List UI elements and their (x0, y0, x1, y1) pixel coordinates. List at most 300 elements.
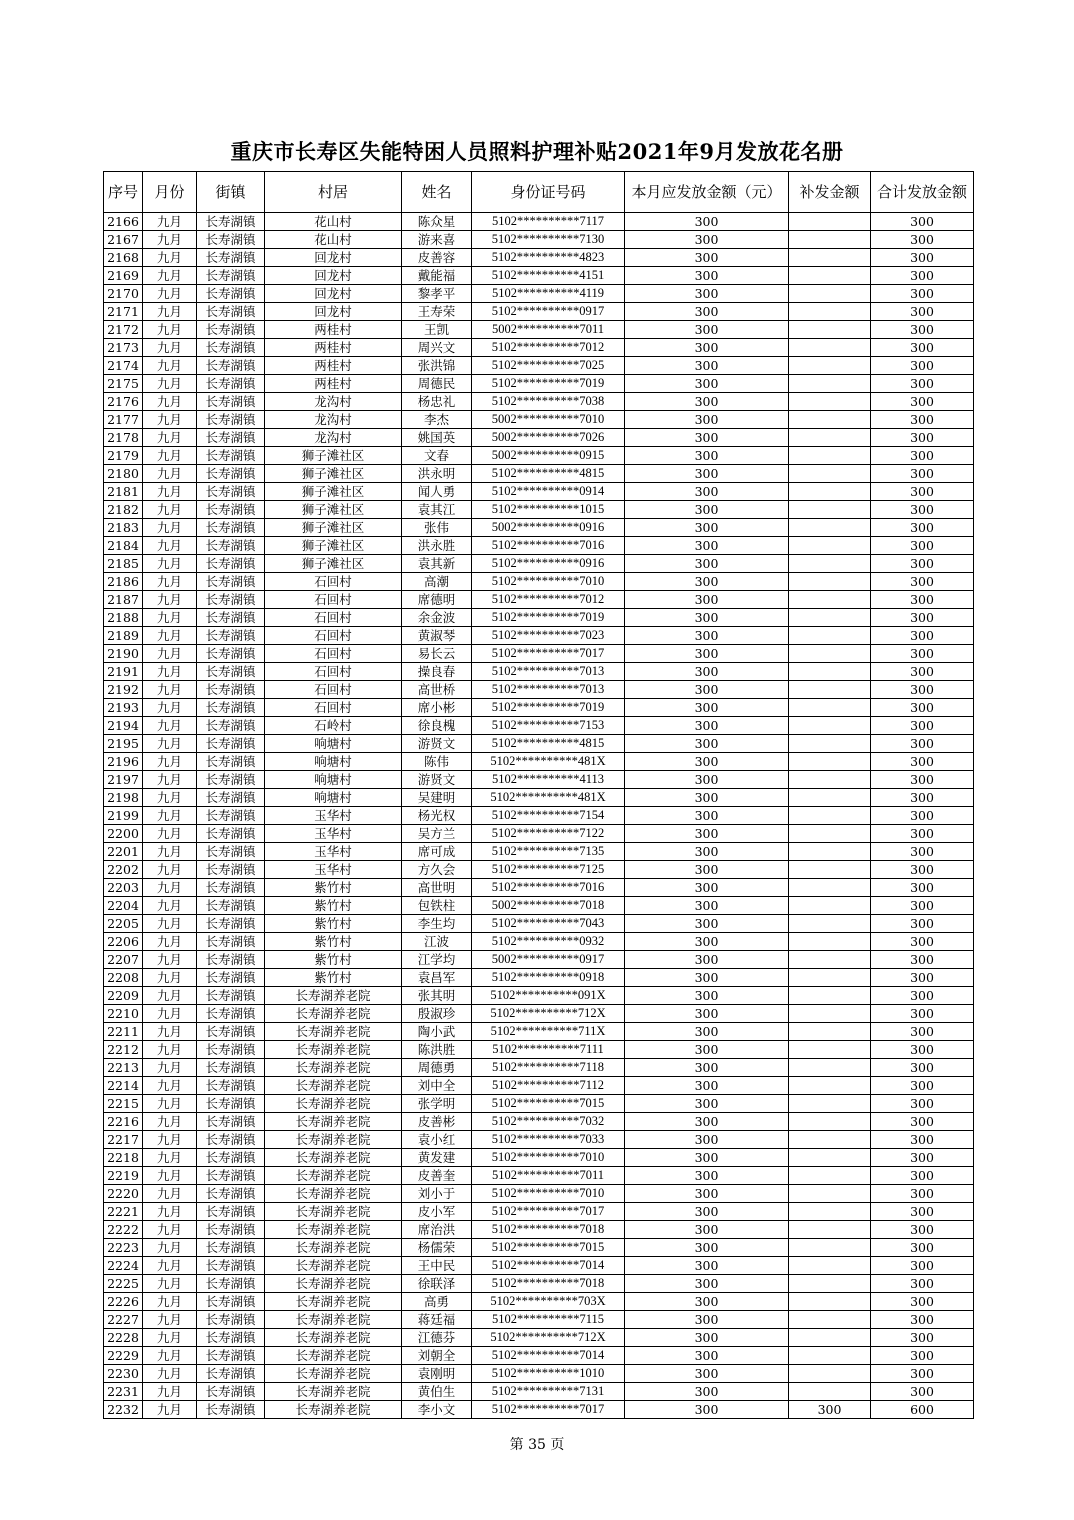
village-cell: 石回村 (265, 663, 402, 681)
village-cell: 紫竹村 (265, 879, 402, 897)
seq-cell: 2208 (104, 969, 143, 987)
table-row (104, 1293, 974, 1311)
table-row (104, 699, 974, 717)
id-number-cell: 5102**********7011 (472, 1167, 625, 1185)
village-cell: 紫竹村 (265, 933, 402, 951)
village-cell: 长寿湖养老院 (265, 1365, 402, 1383)
supplement-amount-cell (789, 951, 871, 969)
header-monthly-amount: 本月应发放金额（元） (625, 172, 789, 213)
village-cell: 长寿湖养老院 (265, 1221, 402, 1239)
village-cell: 回龙村 (265, 267, 402, 285)
total-amount-cell: 300 (871, 1293, 974, 1311)
seq-cell: 2184 (104, 537, 143, 555)
seq-cell: 2200 (104, 825, 143, 843)
total-amount-cell: 300 (871, 1113, 974, 1131)
name-cell: 袁刚明 (402, 1365, 472, 1383)
total-amount-cell: 300 (871, 897, 974, 915)
id-number-cell: 5102**********7017 (472, 645, 625, 663)
name-cell: 王寿荣 (402, 303, 472, 321)
town-cell: 长寿湖镇 (197, 537, 265, 555)
month-cell: 九月 (143, 393, 197, 411)
header-month: 月份 (143, 172, 197, 213)
table-row (104, 717, 974, 735)
month-cell: 九月 (143, 789, 197, 807)
town-cell: 长寿湖镇 (197, 1257, 265, 1275)
supplement-amount-cell: 300 (789, 1401, 871, 1419)
page-number: 第 35 页 (509, 1437, 565, 1453)
total-amount-cell: 300 (871, 375, 974, 393)
seq-cell: 2167 (104, 231, 143, 249)
total-amount-cell: 300 (871, 1257, 974, 1275)
name-cell: 操良春 (402, 663, 472, 681)
seq-cell: 2186 (104, 573, 143, 591)
supplement-amount-cell (789, 1077, 871, 1095)
village-cell: 两桂村 (265, 375, 402, 393)
village-cell: 长寿湖养老院 (265, 1275, 402, 1293)
town-cell: 长寿湖镇 (197, 1077, 265, 1095)
village-cell: 响塘村 (265, 753, 402, 771)
supplement-amount-cell (789, 591, 871, 609)
id-number-cell: 5102**********7154 (472, 807, 625, 825)
supplement-amount-cell (789, 213, 871, 231)
town-cell: 长寿湖镇 (197, 1401, 265, 1419)
village-cell: 长寿湖养老院 (265, 1401, 402, 1419)
seq-cell: 2199 (104, 807, 143, 825)
total-amount-cell: 300 (871, 699, 974, 717)
total-amount-cell: 300 (871, 1185, 974, 1203)
seq-cell: 2192 (104, 681, 143, 699)
supplement-amount-cell (789, 879, 871, 897)
name-cell: 袁其新 (402, 555, 472, 573)
town-cell: 长寿湖镇 (197, 447, 265, 465)
monthly-amount-cell: 300 (625, 753, 789, 771)
supplement-amount-cell (789, 555, 871, 573)
supplement-amount-cell (789, 249, 871, 267)
total-amount-cell: 300 (871, 393, 974, 411)
town-cell: 长寿湖镇 (197, 1329, 265, 1347)
total-amount-cell: 300 (871, 1311, 974, 1329)
total-amount-cell: 300 (871, 843, 974, 861)
monthly-amount-cell: 300 (625, 789, 789, 807)
total-amount-cell: 300 (871, 1005, 974, 1023)
seq-cell: 2194 (104, 717, 143, 735)
month-cell: 九月 (143, 267, 197, 285)
total-amount-cell: 300 (871, 1275, 974, 1293)
monthly-amount-cell: 300 (625, 1041, 789, 1059)
name-cell: 易长云 (402, 645, 472, 663)
town-cell: 长寿湖镇 (197, 843, 265, 861)
month-cell: 九月 (143, 879, 197, 897)
town-cell: 长寿湖镇 (197, 789, 265, 807)
supplement-amount-cell (789, 1185, 871, 1203)
table-row (104, 663, 974, 681)
table-row (104, 735, 974, 753)
name-cell: 江波 (402, 933, 472, 951)
total-amount-cell: 300 (871, 303, 974, 321)
village-cell: 狮子滩社区 (265, 501, 402, 519)
month-cell: 九月 (143, 1005, 197, 1023)
monthly-amount-cell: 300 (625, 1059, 789, 1077)
supplement-amount-cell (789, 933, 871, 951)
monthly-amount-cell: 300 (625, 555, 789, 573)
month-cell: 九月 (143, 519, 197, 537)
village-cell: 玉华村 (265, 861, 402, 879)
month-cell: 九月 (143, 1131, 197, 1149)
name-cell: 杨光权 (402, 807, 472, 825)
total-amount-cell: 300 (871, 1131, 974, 1149)
seq-cell: 2210 (104, 1005, 143, 1023)
seq-cell: 2224 (104, 1257, 143, 1275)
seq-cell: 2212 (104, 1041, 143, 1059)
month-cell: 九月 (143, 429, 197, 447)
month-cell: 九月 (143, 987, 197, 1005)
month-cell: 九月 (143, 1365, 197, 1383)
month-cell: 九月 (143, 1095, 197, 1113)
name-cell: 皮善奎 (402, 1167, 472, 1185)
supplement-amount-cell (789, 681, 871, 699)
total-amount-cell: 300 (871, 933, 974, 951)
monthly-amount-cell: 300 (625, 393, 789, 411)
monthly-amount-cell: 300 (625, 771, 789, 789)
table-row (104, 1005, 974, 1023)
id-number-cell: 5102**********4815 (472, 465, 625, 483)
town-cell: 长寿湖镇 (197, 501, 265, 519)
month-cell: 九月 (143, 411, 197, 429)
town-cell: 长寿湖镇 (197, 987, 265, 1005)
name-cell: 吴方兰 (402, 825, 472, 843)
month-cell: 九月 (143, 555, 197, 573)
village-cell: 两桂村 (265, 321, 402, 339)
table-row (104, 933, 974, 951)
seq-cell: 2204 (104, 897, 143, 915)
monthly-amount-cell: 300 (625, 1293, 789, 1311)
id-number-cell: 5002**********7018 (472, 897, 625, 915)
month-cell: 九月 (143, 897, 197, 915)
id-number-cell: 5102**********7112 (472, 1077, 625, 1095)
table-row (104, 1401, 974, 1419)
supplement-amount-cell (789, 1095, 871, 1113)
seq-cell: 2203 (104, 879, 143, 897)
supplement-amount-cell (789, 1059, 871, 1077)
month-cell: 九月 (143, 1383, 197, 1401)
supplement-amount-cell (789, 1023, 871, 1041)
supplement-amount-cell (789, 285, 871, 303)
town-cell: 长寿湖镇 (197, 1149, 265, 1167)
supplement-amount-cell (789, 411, 871, 429)
supplement-amount-cell (789, 1041, 871, 1059)
village-cell: 玉华村 (265, 843, 402, 861)
seq-cell: 2180 (104, 465, 143, 483)
id-number-cell: 5102**********7130 (472, 231, 625, 249)
id-number-cell: 5102**********7117 (472, 213, 625, 231)
total-amount-cell: 300 (871, 771, 974, 789)
total-amount-cell: 300 (871, 465, 974, 483)
town-cell: 长寿湖镇 (197, 483, 265, 501)
seq-cell: 2190 (104, 645, 143, 663)
total-amount-cell: 300 (871, 537, 974, 555)
monthly-amount-cell: 300 (625, 843, 789, 861)
town-cell: 长寿湖镇 (197, 753, 265, 771)
month-cell: 九月 (143, 483, 197, 501)
table-row (104, 609, 974, 627)
table-row (104, 1095, 974, 1113)
town-cell: 长寿湖镇 (197, 699, 265, 717)
name-cell: 李生均 (402, 915, 472, 933)
town-cell: 长寿湖镇 (197, 285, 265, 303)
monthly-amount-cell: 300 (625, 1257, 789, 1275)
name-cell: 杨忠礼 (402, 393, 472, 411)
town-cell: 长寿湖镇 (197, 555, 265, 573)
month-cell: 九月 (143, 807, 197, 825)
table-row (104, 789, 974, 807)
id-number-cell: 5102**********711X (472, 1023, 625, 1041)
town-cell: 长寿湖镇 (197, 735, 265, 753)
name-cell: 皮善彬 (402, 1113, 472, 1131)
total-amount-cell: 300 (871, 825, 974, 843)
town-cell: 长寿湖镇 (197, 339, 265, 357)
seq-cell: 2191 (104, 663, 143, 681)
table-row (104, 1167, 974, 1185)
total-amount-cell: 300 (871, 1383, 974, 1401)
total-amount-cell: 300 (871, 645, 974, 663)
table-row (104, 447, 974, 465)
month-cell: 九月 (143, 1167, 197, 1185)
village-cell: 花山村 (265, 213, 402, 231)
town-cell: 长寿湖镇 (197, 771, 265, 789)
total-amount-cell: 300 (871, 1365, 974, 1383)
monthly-amount-cell: 300 (625, 1401, 789, 1419)
document-title: 重庆市长寿区失能特困人员照料护理补贴2021年9月发放花名册 (230, 139, 844, 164)
month-cell: 九月 (143, 231, 197, 249)
seq-cell: 2226 (104, 1293, 143, 1311)
supplement-amount-cell (789, 1203, 871, 1221)
table-row (104, 411, 974, 429)
id-number-cell: 5102**********7010 (472, 573, 625, 591)
supplement-amount-cell (789, 231, 871, 249)
table-row (104, 321, 974, 339)
name-cell: 袁小红 (402, 1131, 472, 1149)
month-cell: 九月 (143, 591, 197, 609)
village-cell: 长寿湖养老院 (265, 1059, 402, 1077)
town-cell: 长寿湖镇 (197, 861, 265, 879)
month-cell: 九月 (143, 843, 197, 861)
table-row (104, 1113, 974, 1131)
seq-cell: 2201 (104, 843, 143, 861)
name-cell: 皮善容 (402, 249, 472, 267)
id-number-cell: 5102**********7043 (472, 915, 625, 933)
village-cell: 响塘村 (265, 789, 402, 807)
village-cell: 长寿湖养老院 (265, 1095, 402, 1113)
table-row (104, 357, 974, 375)
name-cell: 张学明 (402, 1095, 472, 1113)
name-cell: 刘小于 (402, 1185, 472, 1203)
village-cell: 长寿湖养老院 (265, 1185, 402, 1203)
month-cell: 九月 (143, 285, 197, 303)
month-cell: 九月 (143, 357, 197, 375)
id-number-cell: 5102**********4151 (472, 267, 625, 285)
month-cell: 九月 (143, 951, 197, 969)
name-cell: 陶小武 (402, 1023, 472, 1041)
supplement-amount-cell (789, 1257, 871, 1275)
town-cell: 长寿湖镇 (197, 321, 265, 339)
month-cell: 九月 (143, 1149, 197, 1167)
table-row (104, 1311, 974, 1329)
town-cell: 长寿湖镇 (197, 1275, 265, 1293)
id-number-cell: 5102**********7013 (472, 681, 625, 699)
village-cell: 长寿湖养老院 (265, 987, 402, 1005)
month-cell: 九月 (143, 447, 197, 465)
total-amount-cell: 300 (871, 555, 974, 573)
table-row (104, 1059, 974, 1077)
id-number-cell: 5102**********7019 (472, 609, 625, 627)
month-cell: 九月 (143, 1059, 197, 1077)
seq-cell: 2177 (104, 411, 143, 429)
month-cell: 九月 (143, 969, 197, 987)
seq-cell: 2213 (104, 1059, 143, 1077)
monthly-amount-cell: 300 (625, 717, 789, 735)
supplement-amount-cell (789, 303, 871, 321)
monthly-amount-cell: 300 (625, 411, 789, 429)
village-cell: 长寿湖养老院 (265, 1257, 402, 1275)
monthly-amount-cell: 300 (625, 1113, 789, 1131)
month-cell: 九月 (143, 771, 197, 789)
village-cell: 长寿湖养老院 (265, 1149, 402, 1167)
month-cell: 九月 (143, 1239, 197, 1257)
table-row (104, 1365, 974, 1383)
total-amount-cell: 300 (871, 915, 974, 933)
total-amount-cell: 300 (871, 681, 974, 699)
total-amount-cell: 300 (871, 735, 974, 753)
name-cell: 余金波 (402, 609, 472, 627)
seq-cell: 2218 (104, 1149, 143, 1167)
name-cell: 包铁柱 (402, 897, 472, 915)
monthly-amount-cell: 300 (625, 699, 789, 717)
supplement-amount-cell (789, 1275, 871, 1293)
total-amount-cell: 300 (871, 1239, 974, 1257)
total-amount-cell: 300 (871, 501, 974, 519)
id-number-cell: 5102**********703X (472, 1293, 625, 1311)
total-amount-cell: 300 (871, 591, 974, 609)
seq-cell: 2189 (104, 627, 143, 645)
name-cell: 吴建明 (402, 789, 472, 807)
month-cell: 九月 (143, 1311, 197, 1329)
town-cell: 长寿湖镇 (197, 933, 265, 951)
total-amount-cell: 300 (871, 663, 974, 681)
id-number-cell: 5102**********7018 (472, 1275, 625, 1293)
monthly-amount-cell: 300 (625, 429, 789, 447)
supplement-amount-cell (789, 897, 871, 915)
id-number-cell: 5102**********7131 (472, 1383, 625, 1401)
village-cell: 石回村 (265, 627, 402, 645)
id-number-cell: 5102**********4815 (472, 735, 625, 753)
supplement-amount-cell (789, 807, 871, 825)
seq-cell: 2221 (104, 1203, 143, 1221)
seq-cell: 2217 (104, 1131, 143, 1149)
roster-table (103, 171, 974, 1419)
seq-cell: 2225 (104, 1275, 143, 1293)
table-row (104, 339, 974, 357)
total-amount-cell: 300 (871, 339, 974, 357)
village-cell: 狮子滩社区 (265, 519, 402, 537)
village-cell: 石岭村 (265, 717, 402, 735)
supplement-amount-cell (789, 771, 871, 789)
town-cell: 长寿湖镇 (197, 267, 265, 285)
total-amount-cell: 300 (871, 1347, 974, 1365)
name-cell: 席可成 (402, 843, 472, 861)
name-cell: 李杰 (402, 411, 472, 429)
total-amount-cell: 300 (871, 1041, 974, 1059)
table-row (104, 375, 974, 393)
month-cell: 九月 (143, 501, 197, 519)
village-cell: 两桂村 (265, 357, 402, 375)
name-cell: 陈众星 (402, 213, 472, 231)
town-cell: 长寿湖镇 (197, 1059, 265, 1077)
header-seq: 序号 (104, 172, 143, 213)
town-cell: 长寿湖镇 (197, 825, 265, 843)
seq-cell: 2176 (104, 393, 143, 411)
town-cell: 长寿湖镇 (197, 609, 265, 627)
supplement-amount-cell (789, 1131, 871, 1149)
total-amount-cell: 300 (871, 969, 974, 987)
monthly-amount-cell: 300 (625, 987, 789, 1005)
month-cell: 九月 (143, 1221, 197, 1239)
town-cell: 长寿湖镇 (197, 393, 265, 411)
seq-cell: 2216 (104, 1113, 143, 1131)
total-amount-cell: 300 (871, 321, 974, 339)
supplement-amount-cell (789, 537, 871, 555)
supplement-amount-cell (789, 1149, 871, 1167)
village-cell: 狮子滩社区 (265, 555, 402, 573)
name-cell: 席小彬 (402, 699, 472, 717)
table-row (104, 1347, 974, 1365)
monthly-amount-cell: 300 (625, 933, 789, 951)
name-cell: 周德民 (402, 375, 472, 393)
month-cell: 九月 (143, 915, 197, 933)
town-cell: 长寿湖镇 (197, 1311, 265, 1329)
supplement-amount-cell (789, 825, 871, 843)
name-cell: 文春 (402, 447, 472, 465)
name-cell: 高勇 (402, 1293, 472, 1311)
village-cell: 长寿湖养老院 (265, 1131, 402, 1149)
month-cell: 九月 (143, 1203, 197, 1221)
table-row (104, 537, 974, 555)
monthly-amount-cell: 300 (625, 645, 789, 663)
village-cell: 狮子滩社区 (265, 465, 402, 483)
monthly-amount-cell: 300 (625, 357, 789, 375)
town-cell: 长寿湖镇 (197, 1185, 265, 1203)
village-cell: 龙沟村 (265, 393, 402, 411)
seq-cell: 2175 (104, 375, 143, 393)
table-row (104, 483, 974, 501)
village-cell: 紫竹村 (265, 951, 402, 969)
total-amount-cell: 300 (871, 1167, 974, 1185)
village-cell: 长寿湖养老院 (265, 1023, 402, 1041)
table-row (104, 1077, 974, 1095)
total-amount-cell: 300 (871, 627, 974, 645)
seq-cell: 2179 (104, 447, 143, 465)
table-row (104, 1023, 974, 1041)
seq-cell: 2206 (104, 933, 143, 951)
month-cell: 九月 (143, 717, 197, 735)
supplement-amount-cell (789, 789, 871, 807)
id-number-cell: 5102**********7017 (472, 1203, 625, 1221)
town-cell: 长寿湖镇 (197, 969, 265, 987)
town-cell: 长寿湖镇 (197, 1221, 265, 1239)
seq-cell: 2229 (104, 1347, 143, 1365)
table-row (104, 987, 974, 1005)
month-cell: 九月 (143, 1293, 197, 1311)
supplement-amount-cell (789, 573, 871, 591)
